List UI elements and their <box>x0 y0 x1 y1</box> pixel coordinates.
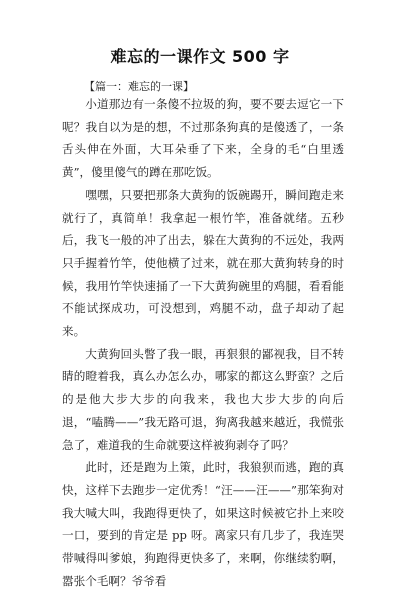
paragraph: 大黄狗回头瞥了我一眼，再狠狠的鄙视我，目不转睛的瞪着我，真么办怎么办，哪家的都这么野蛮？之后的是他大步大步的向我来，我也大步大步的向后退，“嗑腾——”我无路可退，狗离我越来越近，我慌张急了，难道我的生命就要这样被狗剥夺了吗？ <box>62 346 344 452</box>
paragraph: 小道那边有一条傻不拉圾的狗，要不要去逗它一下呢？我自以为是的想，不过那条狗真的是傻透了，一条舌头伸在外面，大耳朵垂了下来，全身的毛“白里透黄”，傻里傻气的蹲在那吃饭。 <box>62 97 344 180</box>
document-body <box>62 93 344 592</box>
document-title: 难忘的一课作文 500 字 <box>110 47 290 66</box>
paragraph: 此时，还是跑为上策，此时，我狼狈而逃，跑的真快，这样下去跑步一定优秀！“汪——汪——”那笨狗对我大喊大叫，我跑得更快了，如果这时候被它扑上来咬一口，要到的肯定是 pp 呀。离家只有几步了，我连哭带喊得叫爹娘，狗跑得更快多了，来啊，你继续豹啊，嚣张个毛啊？爷爷看 <box>62 460 344 588</box>
section-heading: 【篇一：难忘的一课】 <box>84 80 194 93</box>
paragraph: 嘿嘿，只要把那条大黄狗的饭碗踢开，瞬间跑走来就行了，真简单！我拿起一根竹竿，准备就绪。五秒后，我飞一般的冲了出去，躲在大黄狗的不远处，我两只手握着竹竿，使他横了过来，就在那大黄狗转身的时候，我用竹竿快速捅了一下大黄狗碗里的鸡腿，看看能不能试探成功，可没想到，鸡腿不动，盘子却动了起来。 <box>62 187 344 339</box>
